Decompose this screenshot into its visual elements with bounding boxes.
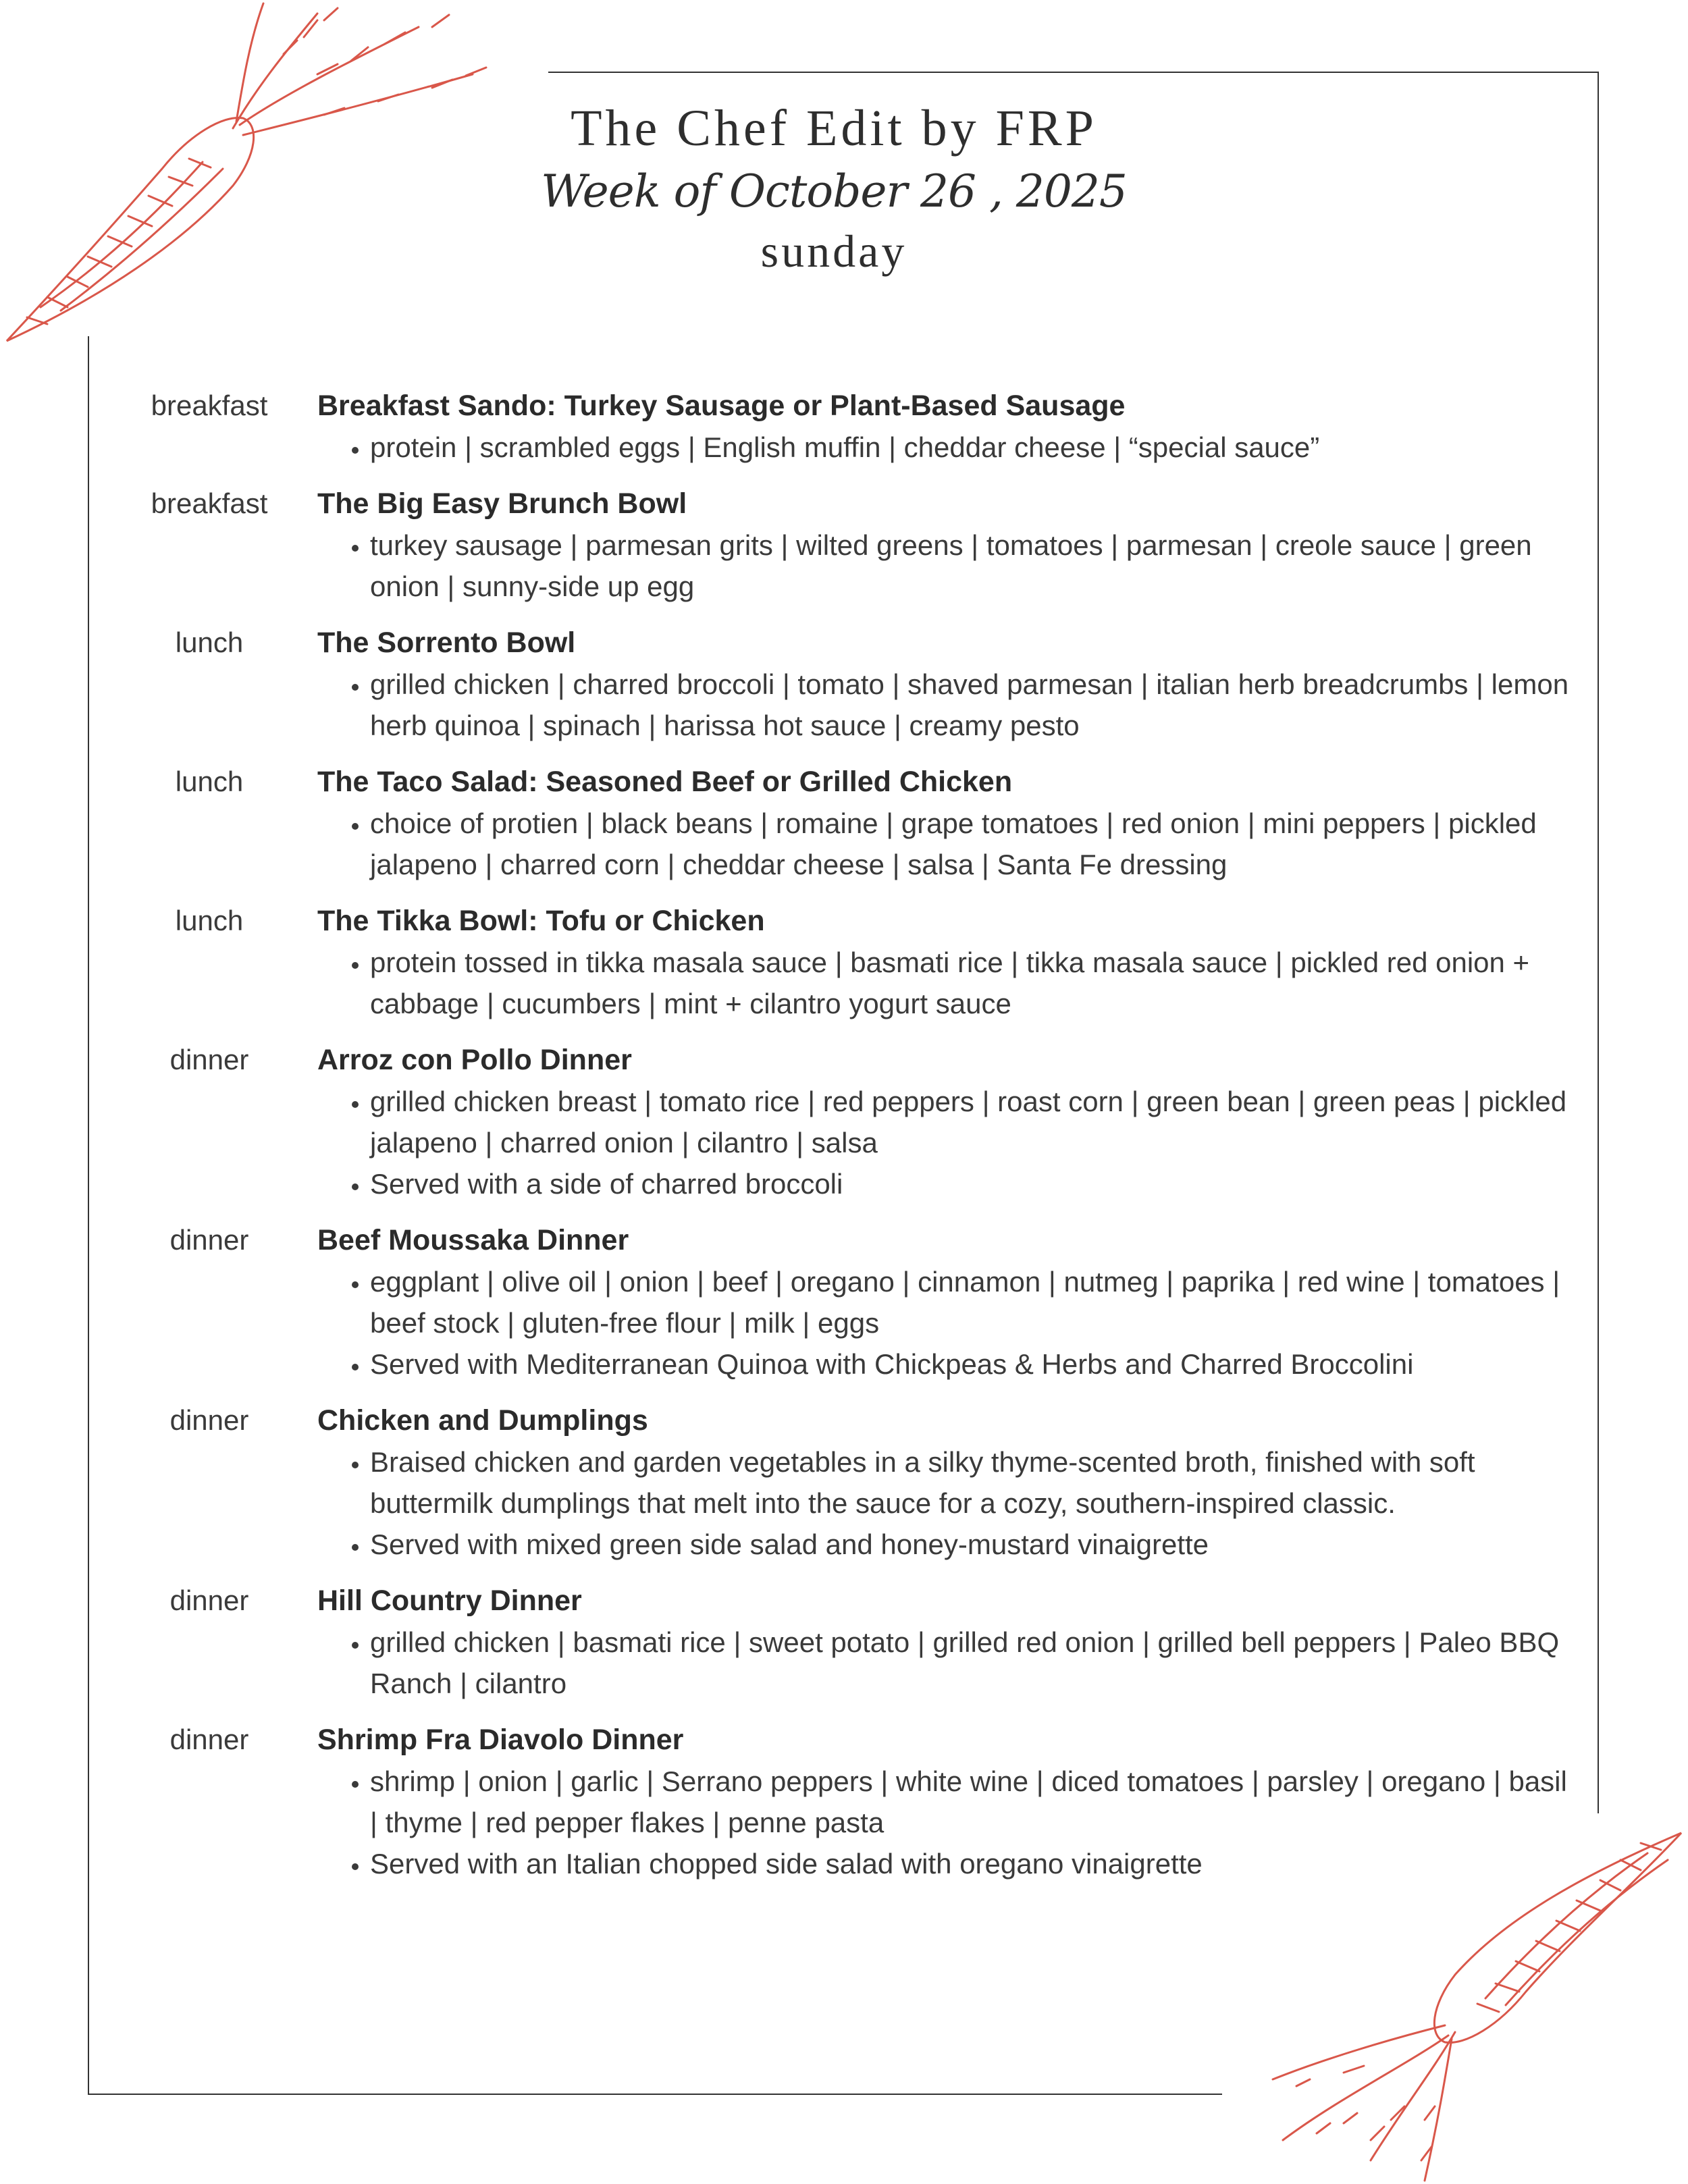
dish-detail: • Served with an Italian chopped side salad with oregano vinaigrette bbox=[370, 1843, 1573, 1884]
dish-detail: • grilled chicken breast | tomato rice | red peppers | roast corn | green bean | green peas | pickled jalapeno | charred onion | cilantro | salsa bbox=[370, 1081, 1573, 1163]
meal-label: dinner bbox=[169, 1044, 249, 1075]
dish-detail: • eggplant | olive oil | onion | beef | oregano | cinnamon | nutmeg | paprika | red wine | tomatoes | beef stock | gluten-free flour | milk | eggs bbox=[370, 1261, 1573, 1343]
dish-title: The Tikka Bowl: Tofu or Chicken bbox=[317, 905, 765, 937]
day-label: sunday bbox=[760, 225, 907, 277]
menu-item bbox=[101, 1039, 1573, 1204]
dish-detail: • Served with Mediterranean Quinoa with Chickpeas & Herbs and Charred Broccolini bbox=[370, 1343, 1573, 1385]
menu-item bbox=[101, 761, 1573, 885]
menu-item bbox=[101, 900, 1573, 1024]
menu-list bbox=[101, 385, 1573, 1899]
dish-title: Chicken and Dumplings bbox=[317, 1404, 648, 1437]
dish-detail: • turkey sausage | parmesan grits | wilted greens | tomatoes | parmesan | creole sauce | green onion | sunny-side up egg bbox=[370, 525, 1573, 607]
frame-border-top bbox=[548, 72, 1599, 73]
carrot-illustration-icon bbox=[0, 0, 513, 351]
dish-detail: • shrimp | onion | garlic | Serrano peppers | white wine | diced tomatoes | parsley | oregano | basil | thyme | red pepper flakes | penne pasta bbox=[370, 1761, 1573, 1843]
menu-item bbox=[101, 1219, 1573, 1385]
meal-label: dinner bbox=[169, 1404, 249, 1436]
dish-details bbox=[317, 1622, 1573, 1704]
dish-details bbox=[317, 525, 1573, 607]
dish-title: The Sorrento Bowl bbox=[317, 627, 576, 659]
dish-details bbox=[317, 803, 1573, 885]
dish-title: Hill Country Dinner bbox=[317, 1584, 582, 1617]
meal-label: dinner bbox=[169, 1584, 249, 1616]
menu-item bbox=[101, 1719, 1573, 1884]
dish-detail: • protein tossed in tikka masala sauce | basmati rice | tikka masala sauce | pickled red onion + cabbage | cucumbers | mint + cilantro yogurt sauce bbox=[370, 942, 1573, 1024]
dish-details bbox=[317, 1081, 1573, 1204]
frame-border-left bbox=[88, 336, 89, 2095]
menu-item bbox=[101, 1400, 1573, 1565]
meal-label: lunch bbox=[175, 905, 244, 936]
dish-details bbox=[317, 1261, 1573, 1385]
dish-detail: • Served with mixed green side salad and honey-mustard vinaigrette bbox=[370, 1524, 1573, 1565]
menu-item bbox=[101, 1580, 1573, 1704]
meal-label: breakfast bbox=[151, 390, 268, 421]
dish-details bbox=[317, 664, 1573, 746]
dish-detail: • Served with a side of charred broccoli bbox=[370, 1163, 1573, 1204]
dish-title: Arroz con Pollo Dinner bbox=[317, 1044, 632, 1076]
dish-detail: • grilled chicken | charred broccoli | tomato | shaved parmesan | italian herb breadcrumbs | lemon herb quinoa | spinach | harissa hot sauce | creamy pesto bbox=[370, 664, 1573, 746]
dish-details bbox=[317, 942, 1573, 1024]
dish-detail: • choice of protien | black beans | romaine | grape tomatoes | red onion | mini peppers | pickled jalapeno | charred corn | cheddar cheese | salsa | Santa Fe dressing bbox=[370, 803, 1573, 885]
meal-label: dinner bbox=[169, 1724, 249, 1755]
meal-label: dinner bbox=[169, 1224, 249, 1256]
menu-item bbox=[101, 483, 1573, 607]
frame-border-right bbox=[1598, 72, 1599, 1813]
dish-details bbox=[317, 1441, 1573, 1565]
meal-label: breakfast bbox=[151, 487, 268, 519]
frame-border-bottom bbox=[88, 2094, 1222, 2095]
menu-item bbox=[101, 385, 1573, 468]
dish-title: The Big Easy Brunch Bowl bbox=[317, 487, 687, 520]
page-title: The Chef Edit by FRP bbox=[571, 100, 1097, 157]
dish-details bbox=[317, 1761, 1573, 1884]
meal-label: lunch bbox=[175, 627, 244, 658]
menu-item bbox=[101, 622, 1573, 746]
dish-title: The Taco Salad: Seasoned Beef or Grilled Chicken bbox=[317, 766, 1013, 798]
meal-label: lunch bbox=[175, 766, 244, 797]
dish-detail: • Braised chicken and garden vegetables in a silky thyme-scented broth, finished with soft buttermilk dumplings that melt into the sauce for a cozy, southern-inspired classic. bbox=[370, 1441, 1573, 1524]
dish-title: Shrimp Fra Diavolo Dinner bbox=[317, 1724, 684, 1756]
dish-title: Beef Moussaka Dinner bbox=[317, 1224, 629, 1256]
menu-header bbox=[473, 95, 1195, 281]
dish-title: Breakfast Sando: Turkey Sausage or Plant-Based Sausage bbox=[317, 390, 1126, 422]
dish-details bbox=[317, 427, 1573, 468]
dish-detail: • grilled chicken | basmati rice | sweet potato | grilled red onion | grilled bell peppers | Paleo BBQ Ranch | cilantro bbox=[370, 1622, 1573, 1704]
week-subtitle: Week of October 26 , 2025 bbox=[541, 165, 1127, 217]
dish-detail: • protein | scrambled eggs | English muffin | cheddar cheese | “special sauce” bbox=[370, 427, 1573, 468]
